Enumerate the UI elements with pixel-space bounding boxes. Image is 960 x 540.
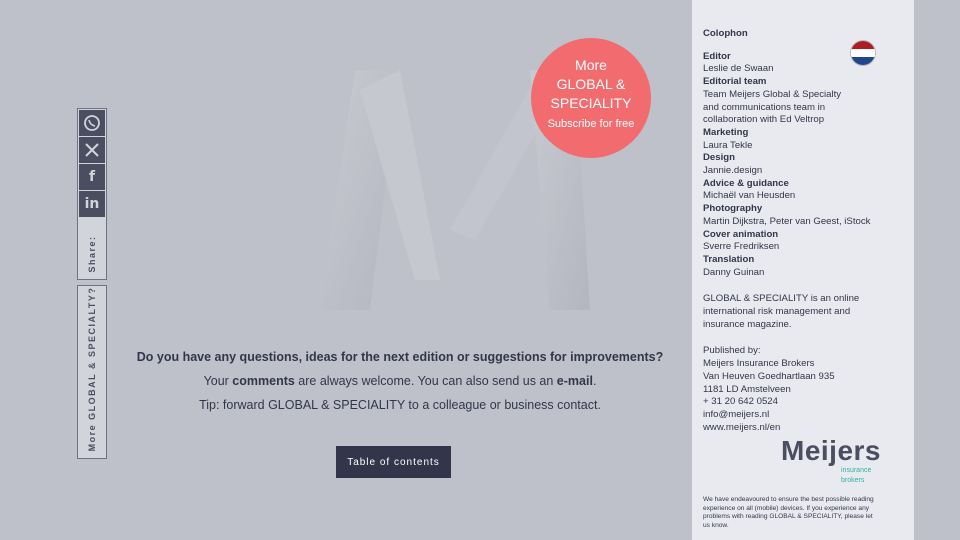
publisher-name: Meijers Insurance Brokers [703, 358, 815, 370]
publisher-website[interactable]: www.meijers.nl/en [703, 421, 781, 433]
editor-heading: Editor [703, 50, 731, 62]
subscribe-badge[interactable] [531, 38, 651, 158]
colophon-panel [692, 0, 914, 540]
more-tab-label: More GLOBAL & SPECIALTY? [87, 286, 97, 452]
comments-link[interactable]: comments [232, 374, 295, 388]
cover-name: Sverre Fredriksen [703, 241, 780, 253]
photography-heading: Photography [703, 203, 763, 215]
logo-wordmark: Meijers [781, 435, 881, 467]
comments-text [100, 374, 692, 388]
question-text: Do you have any questions, ideas for the next edition or suggestions for improvements? [136, 350, 664, 364]
cover-heading: Cover animation [703, 228, 779, 240]
about-line2: international risk management and [703, 306, 851, 318]
share-bar [77, 108, 107, 280]
publisher-email[interactable]: info@meijers.nl [703, 408, 770, 420]
team-heading: Editorial team [703, 76, 767, 88]
x-icon[interactable] [79, 137, 105, 163]
facebook-icon[interactable]: f [79, 164, 105, 190]
comments-end: . [592, 374, 597, 388]
publisher-phone: + 31 20 642 0524 [703, 396, 778, 408]
share-label: Share: [87, 235, 97, 273]
table-of-contents-button[interactable]: Table of contents [336, 446, 451, 478]
logo-tag2: brokers [841, 477, 865, 485]
badge-line2: GLOBAL & [556, 76, 626, 92]
disclaimer-text: We have endeavoured to ensure the best possible reading experience on all (mobile) devices. If you experience any problems with reading GLOBAL & SPECIALITY, please let us know. [703, 496, 874, 529]
marketing-heading: Marketing [703, 126, 749, 138]
badge-line3: SPECIALITY [550, 95, 632, 111]
email-link[interactable]: e-mail [556, 374, 593, 388]
whatsapp-icon[interactable] [79, 110, 105, 136]
design-name: Jannie.design [703, 165, 763, 177]
more-global-specialty-tab[interactable] [77, 285, 107, 459]
right-margin [914, 0, 960, 540]
publisher-city: 1181 LD Amstelveen [703, 383, 791, 395]
translation-heading: Translation [703, 253, 755, 265]
team-line3: collaboration with Ed Veltrop [703, 114, 825, 126]
meijers-logo [781, 436, 914, 486]
design-heading: Design [703, 152, 735, 164]
advice-name: Michaël van Heusden [703, 190, 796, 202]
badge-line1: More [575, 57, 607, 73]
logo-tag1: insurance [841, 467, 872, 475]
tip-text: Tip: forward GLOBAL & SPECIALITY to a colleague or business contact. [199, 398, 601, 412]
colophon-title: Colophon [703, 28, 748, 39]
marketing-name: Laura Tekle [703, 139, 753, 151]
publisher-block [703, 345, 914, 434]
badge-subscribe: Subscribe for free [547, 118, 635, 130]
published-by: Published by: [703, 345, 761, 357]
linkedin-icon[interactable]: in [79, 191, 105, 217]
comments-mid: are always welcome. You can also send us an [294, 374, 557, 388]
translation-name: Danny Guinan [703, 266, 765, 278]
publisher-street: Van Heuven Goedhartlaan 935 [703, 370, 835, 382]
dutch-flag-icon[interactable] [850, 40, 876, 66]
about-line3: insurance magazine. [703, 318, 792, 330]
about-block [703, 293, 914, 331]
editor-name: Leslie de Swaan [703, 63, 774, 75]
team-line2: and communications team in [703, 101, 826, 113]
photography-names: Martin Dijkstra, Peter van Geest, iStock [703, 215, 871, 227]
about-line1: GLOBAL & SPECIALITY is an online [703, 293, 860, 305]
comments-pre: Your [203, 374, 233, 388]
advice-heading: Advice & guidance [703, 177, 789, 189]
team-line1: Team Meijers Global & Specialty [703, 88, 842, 100]
